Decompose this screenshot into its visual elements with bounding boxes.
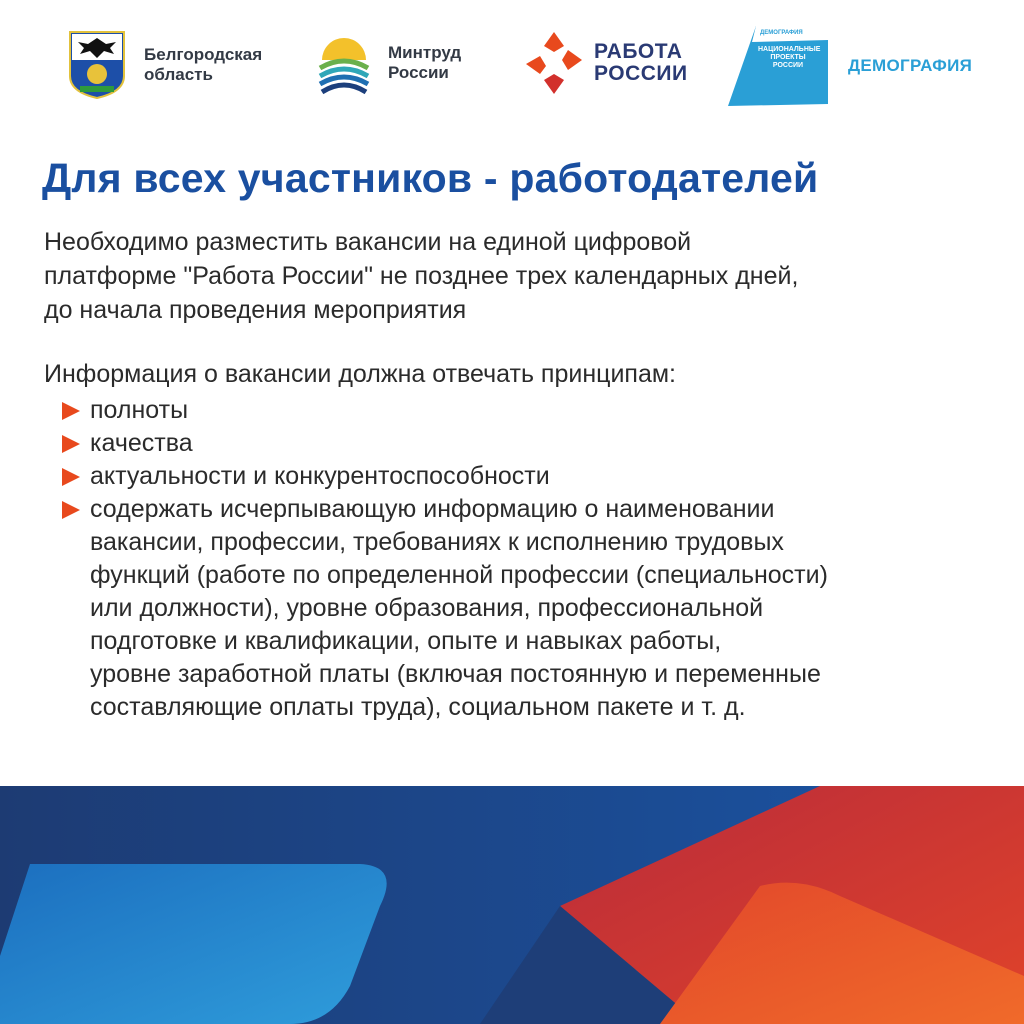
mintrud-sun-icon	[316, 30, 372, 96]
paragraph-line: Необходимо разместить вакансии на единой цифровой	[44, 228, 692, 256]
list-item-line: содержать исчерпывающую информацию о наименовании	[90, 495, 775, 523]
natsproekty-main-label	[758, 46, 821, 70]
page-title: Для всех участников - работодателей	[42, 155, 819, 201]
principles-list	[60, 394, 1005, 724]
list-item-line: функций (работе по определенной профессии (специальности)	[90, 561, 828, 589]
intro-paragraph	[44, 225, 1004, 327]
paragraph-line: платформе "Работа России" не позднее трех календарных дней,	[44, 262, 799, 290]
list-item-line: полноты	[90, 396, 189, 424]
natsproekty-main1: НАЦИОНАЛЬНЫЕ	[758, 46, 821, 53]
belgorod-logo	[68, 30, 262, 100]
mintrud-line2: России	[388, 63, 449, 82]
list-item-line: актуальности и конкурентоспособности	[90, 462, 550, 490]
list-item-line: составляющие оплаты труда), социальном пакете и т. д.	[90, 693, 746, 721]
decorative-footer-graphic	[0, 786, 1024, 1024]
principles-heading: Информация о вакансии должна отвечать принципам:	[44, 360, 676, 388]
list-item-line: качества	[90, 429, 193, 457]
belgorod-coat-of-arms-icon	[68, 30, 126, 100]
list-item	[60, 460, 1005, 493]
demografia-logo	[728, 26, 972, 106]
natsproekty-main2: ПРОЕКТЫ	[770, 54, 806, 61]
natsproekty-small-label: ДЕМОГРАФИЯ	[760, 30, 803, 36]
bullet-triangle-icon	[62, 402, 80, 420]
list-item	[60, 493, 1005, 724]
mintrud-logo	[316, 30, 461, 96]
list-item	[60, 394, 1005, 427]
bullet-triangle-icon	[62, 501, 80, 519]
mintrud-line1: Минтруд	[388, 43, 462, 62]
natsproekty-card-icon	[728, 26, 838, 106]
belgorod-line2: область	[144, 65, 213, 84]
list-item-line: подготовке и квалификации, опыте и навыках работы,	[90, 627, 722, 655]
list-item-line: вакансии, профессии, требованиях к исполнению трудовых	[90, 528, 784, 556]
rabota-line2: РОССИИ	[594, 62, 688, 85]
rabota-line1: РАБОТА	[594, 40, 683, 63]
rabota-star-icon	[524, 30, 584, 96]
bullet-triangle-icon	[62, 435, 80, 453]
natsproekty-main3: РОССИИ	[772, 62, 804, 69]
belgorod-line1: Белгородская	[144, 45, 263, 64]
rabota-rossii-logo	[524, 30, 688, 96]
list-item-line: уровне заработной платы (включая постоянную и переменные	[90, 660, 821, 688]
paragraph-line: до начала проведения мероприятия	[44, 296, 467, 324]
list-item-line: или должности), уровне образования, профессиональной	[90, 594, 764, 622]
list-item	[60, 427, 1005, 460]
demografia-label: ДЕМОГРАФИЯ	[848, 56, 973, 75]
bullet-triangle-icon	[62, 468, 80, 486]
logo-header	[0, 0, 1024, 130]
